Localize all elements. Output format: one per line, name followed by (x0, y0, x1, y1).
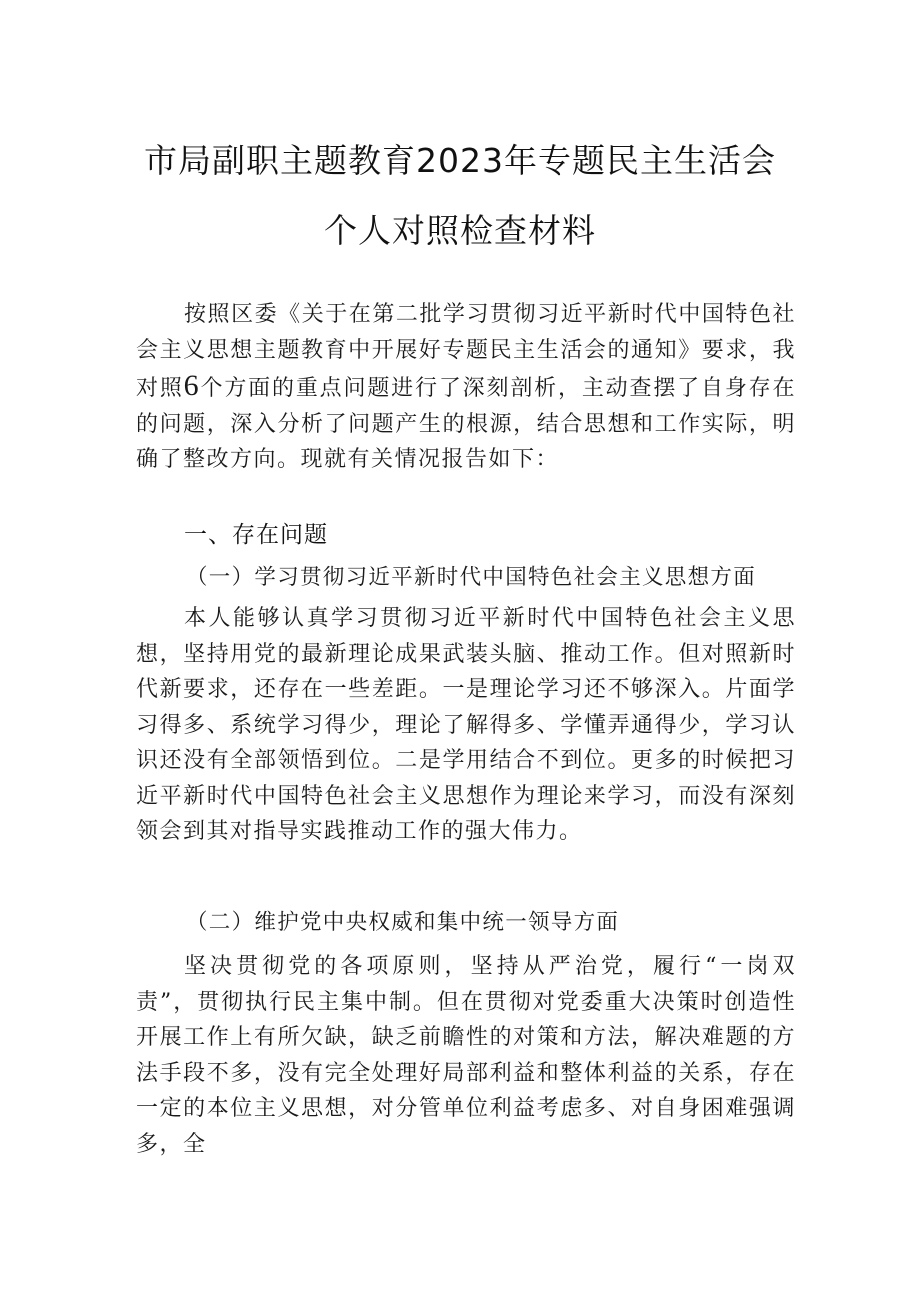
subsection-heading-1: （一）学习贯彻习近平新时代中国特色社会主义思想方面 (186, 565, 757, 590)
document-title-line-1: 市局副职主题教育2023年专题民主生活会 (144, 141, 776, 180)
intro-text-before-number: 按照区委《关于在第二批学习贯彻习近平新时代中国特色社会主义思想主题教育中开展好专题民主生活会的通知》要求，我对照 (136, 302, 796, 401)
intro-paragraph (136, 297, 796, 478)
subsection-1-paragraph: 本人能够认真学习贯彻习近平新时代中国特色社会主义思想，坚持用党的最新理论成果武装头脑、推动工作。但对照新时代新要求，还存在一些差距。一是理论学习还不够深入。片面学习得多、系统学习得少，理论了解得多、学懂弄通得少，学习认识还没有全部领悟到位。二是学用结合不到位。更多的时候把习近平新时代中国特色社会主义思想作为理论来学习，而没有深刻领会到其对指导实践推动工作的强大伟力。 (136, 606, 796, 844)
subsection-heading-2: （二）维护党中央权威和集中统一领导方面 (186, 910, 620, 935)
section-heading-existing-problems: 一、存在问题 (184, 522, 328, 548)
subsection-2-paragraph: 坚决贯彻党的各项原则，坚持从严治党，履行“一岗双责”，贯彻执行民主集中制。但在贯彻对党委重大决策时创造性开展工作上有所欠缺，缺乏前瞻性的对策和方法，解决难题的方法手段不多，没有完全处理好局部利益和整体利益的关系，存在一定的本位主义思想，对分管单位利益考虑多、对自身困难强调多，全 (136, 954, 796, 1157)
intro-number: 6 (183, 369, 201, 402)
intro-text-after-number: 个方面的重点问题进行了深刻剖析，主动查摆了自身存在的问题，深入分析了问题产生的根源，结合思想和工作实际，明确了整改方向。现就有关情况报告如下： (136, 376, 796, 472)
document-title-line-2: 个人对照检查材料 (324, 211, 596, 250)
